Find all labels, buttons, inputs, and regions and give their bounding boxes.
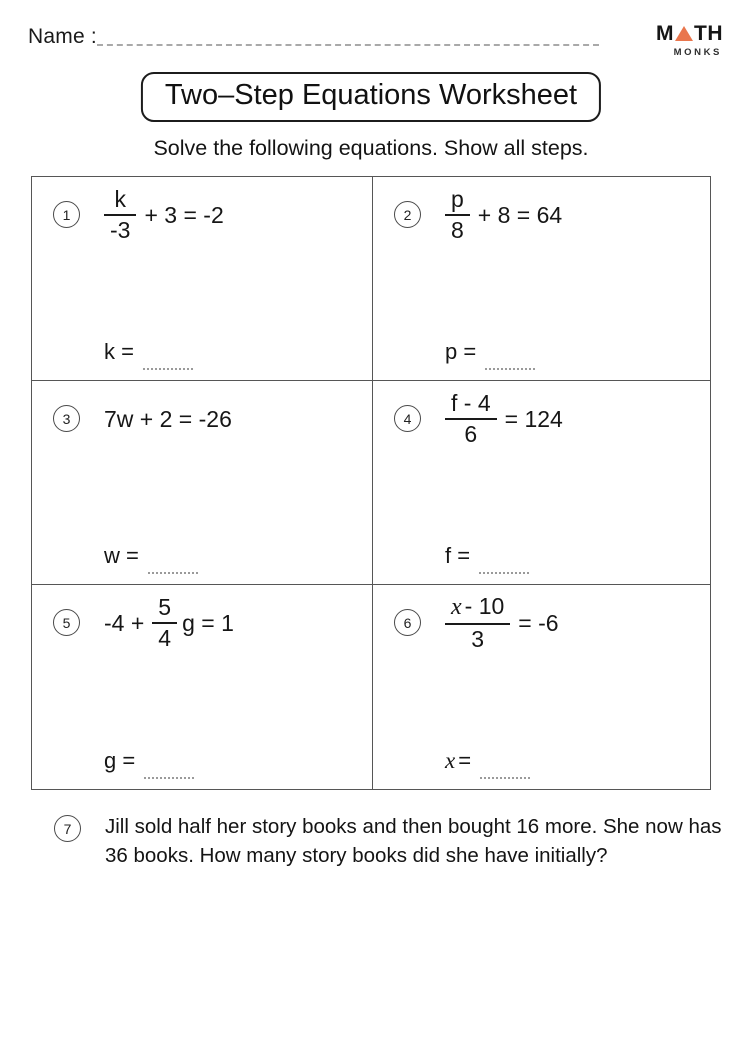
equation-before: -4 + — [104, 609, 145, 636]
logo-wordmark — [656, 22, 723, 46]
problem-cell-2 — [373, 177, 710, 381]
problem-cell-3 — [32, 381, 373, 585]
problem-cell-6 — [373, 585, 710, 789]
logo-subtext: MONKS — [673, 47, 722, 58]
problem-number-badge: 4 — [394, 405, 421, 432]
answer-row-3 — [104, 543, 198, 569]
equation-4 — [445, 389, 563, 449]
equation-6 — [445, 593, 559, 653]
equation-text: 7w + 2 = -26 — [104, 405, 232, 432]
fraction-numerator: p — [451, 186, 464, 213]
equation-2 — [445, 185, 562, 245]
fraction-denominator: 8 — [451, 217, 464, 243]
answer-blank-line — [148, 572, 198, 574]
logo-letter-m: M — [656, 22, 674, 45]
numerator-rest: - 10 — [464, 593, 505, 620]
math-monks-logo — [656, 22, 723, 58]
fraction-denominator: 4 — [158, 625, 172, 651]
answer-row-2 — [445, 339, 535, 365]
answer-row-4 — [445, 543, 529, 569]
equation-after: g = 1 — [182, 609, 234, 636]
logo-letters-th: TH — [694, 22, 723, 45]
equation-after: + 8 = 64 — [477, 201, 563, 228]
fraction — [445, 187, 470, 243]
equation-1 — [104, 185, 224, 245]
problem-cell-4 — [373, 381, 710, 585]
title-box — [141, 72, 601, 122]
math-variable-x: x — [445, 748, 456, 773]
equation-after: + 3 = -2 — [144, 201, 224, 228]
word-problem-7 — [54, 812, 723, 870]
equation-3 — [104, 389, 232, 449]
answer-label: f = — [445, 543, 471, 568]
fraction-numerator: k — [114, 186, 126, 213]
instructions-text: Solve the following equations. Show all steps. — [153, 136, 589, 160]
equation-after: = -6 — [518, 609, 559, 636]
problem-cell-5 — [32, 585, 373, 789]
name-blank-line — [97, 44, 599, 46]
answer-blank-line — [485, 368, 535, 370]
fraction — [445, 594, 510, 652]
fraction-numerator — [445, 594, 510, 623]
equation-5 — [104, 593, 234, 653]
worksheet-title: Two–Step Equations Worksheet — [164, 79, 578, 111]
problems-grid — [31, 176, 711, 790]
word-problem-text: Jill sold half her story books and then bought 16 more. She now has 36 books. How many story books did she have initially? — [105, 815, 722, 868]
answer-blank-line — [144, 777, 194, 779]
fraction-denominator: 3 — [471, 626, 485, 653]
problem-number-badge: 1 — [53, 201, 80, 228]
answer-label: w = — [104, 543, 139, 568]
fraction-denominator: -3 — [110, 217, 131, 243]
answer-row-1 — [104, 339, 193, 365]
problem-number-badge: 7 — [54, 815, 81, 842]
math-variable-x: x — [451, 594, 462, 621]
answer-row-6 — [445, 748, 530, 774]
fraction — [445, 391, 497, 447]
name-label: Name : — [28, 25, 97, 48]
fraction-numerator: f - 4 — [451, 390, 491, 417]
problem-cell-1 — [32, 177, 373, 381]
fraction — [104, 187, 136, 243]
problem-number-badge: 6 — [394, 609, 421, 636]
answer-label: p = — [445, 339, 477, 364]
answer-row-5 — [104, 748, 194, 774]
fraction-denominator: 6 — [464, 421, 478, 447]
answer-blank-line — [480, 777, 530, 779]
fraction — [152, 595, 177, 651]
answer-equals: = — [458, 748, 472, 773]
logo-triangle-icon — [675, 26, 693, 41]
problem-number-badge: 2 — [394, 201, 421, 228]
equation-after: = 124 — [504, 405, 563, 432]
answer-label: g = — [104, 748, 136, 773]
problem-number-badge: 3 — [53, 405, 80, 432]
answer-blank-line — [143, 368, 193, 370]
answer-label: k = — [104, 339, 134, 364]
problem-number-badge: 5 — [53, 609, 80, 636]
answer-blank-line — [479, 572, 529, 574]
fraction-numerator: 5 — [158, 594, 172, 621]
